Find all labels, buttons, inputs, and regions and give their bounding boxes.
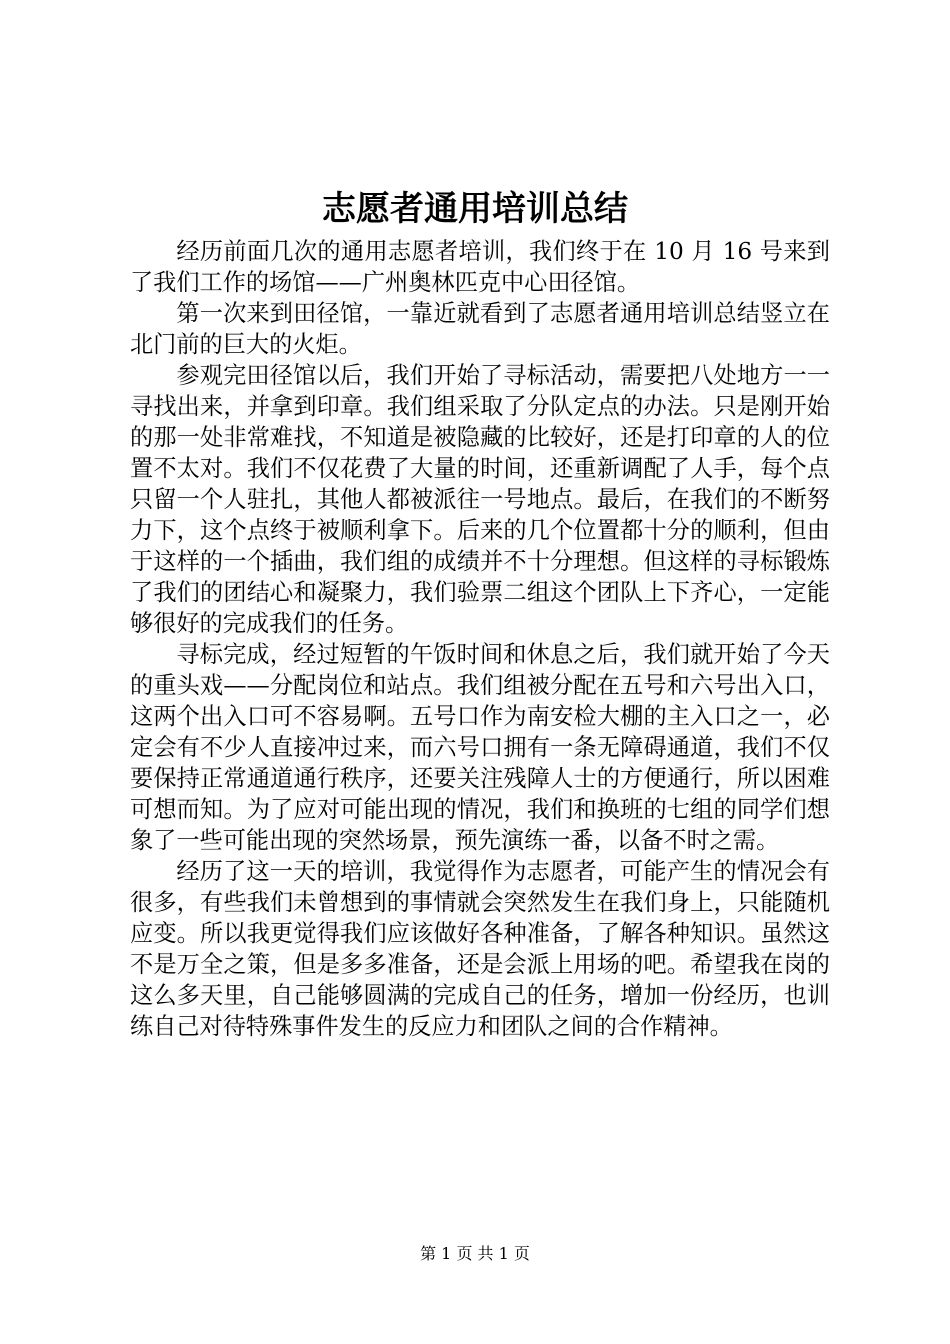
document-title: 志愿者通用培训总结 (322, 189, 628, 229)
paragraph-1: 经历前面几次的通用志愿者培训，我们终于在 10 月 16 号来到了我们工作的场馆——广州奥林匹克中心田径馆。 (130, 238, 830, 296)
document-body (130, 236, 830, 1042)
paragraph-3: 参观完田径馆以后，我们开始了寻标活动，需要把八处地方一一寻找出来，并拿到印章。我们组采取了分队定点的办法。只是刚开始的那一处非常难找，不知道是被隐藏的比较好，还是打印章的人的位置不太对。我们不仅花费了大量的时间，还重新调配了人手，每个点只留一个人驻扎，其他人都被派往一号地点。最后，在我们的不断努力下，这个点终于被顺利拿下。后来的几个位置都十分的顺利，但由于这样的一个插曲，我们组的成绩并不十分理想。但这样的寻标锻炼了我们的团结心和凝聚力，我们验票二组这个团队上下齐心，一定能够很好的完成我们的任务。 (130, 362, 830, 637)
paragraph-4: 寻标完成，经过短暂的午饭时间和休息之后，我们就开始了今天的重头戏——分配岗位和站点。我们组被分配在五号和六号出入口，这两个出入口可不容易啊。五号口作为南安检大棚的主入口之一，必定会有不少人直接冲过来，而六号口拥有一条无障碍通道，我们不仅要保持正常通道通行秩序，还要关注残障人士的方便通行，所以困难可想而知。为了应对可能出现的情况，我们和换班的七组的同学们想象了一些可能出现的突然场景，预先演练一番，以备不时之需。 (130, 641, 830, 854)
page-footer: 第 1 页 共 1 页 (420, 1244, 530, 1263)
paragraph-2: 第一次来到田径馆，一靠近就看到了志愿者通用培训总结竖立在北门前的巨大的火炬。 (130, 300, 830, 358)
paragraph-5: 经历了这一天的培训，我觉得作为志愿者，可能产生的情况会有很多，有些我们未曾想到的事情就会突然发生在我们身上，只能随机应变。所以我更觉得我们应该做好各种准备，了解各种知识。虽然这不是万全之策，但是多多准备，还是会派上用场的吧。希望我在岗的这么多天里，自己能够圆满的完成自己的任务，增加一份经历，也训练自己对待特殊事件发生的反应力和团队之间的合作精神。 (130, 858, 830, 1040)
